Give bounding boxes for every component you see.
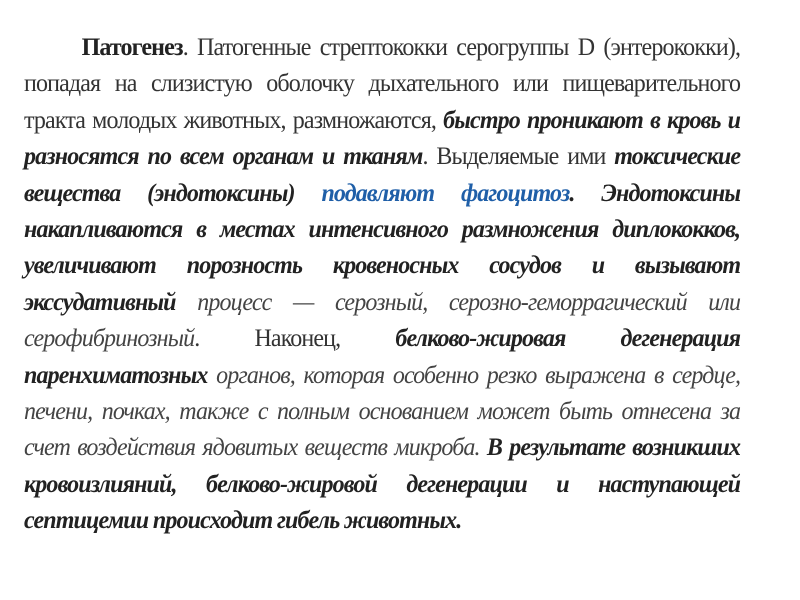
text-exudative-process: процесс — серозный, серозно-геморрагический или серофибринозный [24,288,741,353]
emphasis-phagocytosis: подавляют фагоцитоз [321,179,570,207]
emphasis-endotoxins: . Эндотоксины накапливаются в местах интенсивного размножения диплококков, увеличивают порозность кровеносных сосудов и вызывают экссудативный [24,179,741,316]
emphasis-degeneration: белково-жировая дегенерация паренхиматозных [24,325,741,389]
emphasis-conclusion: В результате возникших кровоизлияний, белково-жировой дегенерации и наступающей септицемии происходит гибель животных. [24,434,741,535]
text-segment-3: . Выделяемые ими [422,143,615,171]
text-segment-5 [295,180,322,207]
emphasis-blood-spread: быстро проникают в кровь и разносятся по всем органам и тканям [24,106,741,171]
heading-pathogenesis: Патогенез [81,34,183,61]
text-segment-1: . Патогенные стрептококки серогруппы D (энтерококки), попадая на слизистую оболочку дыхательного или пищеварительного тракта молодых животных, размножаются, [24,34,741,134]
emphasis-toxic-substances: токсические вещества (эндотоксины) [24,143,741,207]
pathogenesis-paragraph [24,30,740,540]
document-page [24,30,740,540]
text-segment-9: . Наконец, [194,325,396,353]
text-organs: органов, которая особенно резко выражена в сердце, печени, почках, также с полным основанием может быть отнесена за счет воздействия ядовитых веществ микроба. [24,361,741,462]
